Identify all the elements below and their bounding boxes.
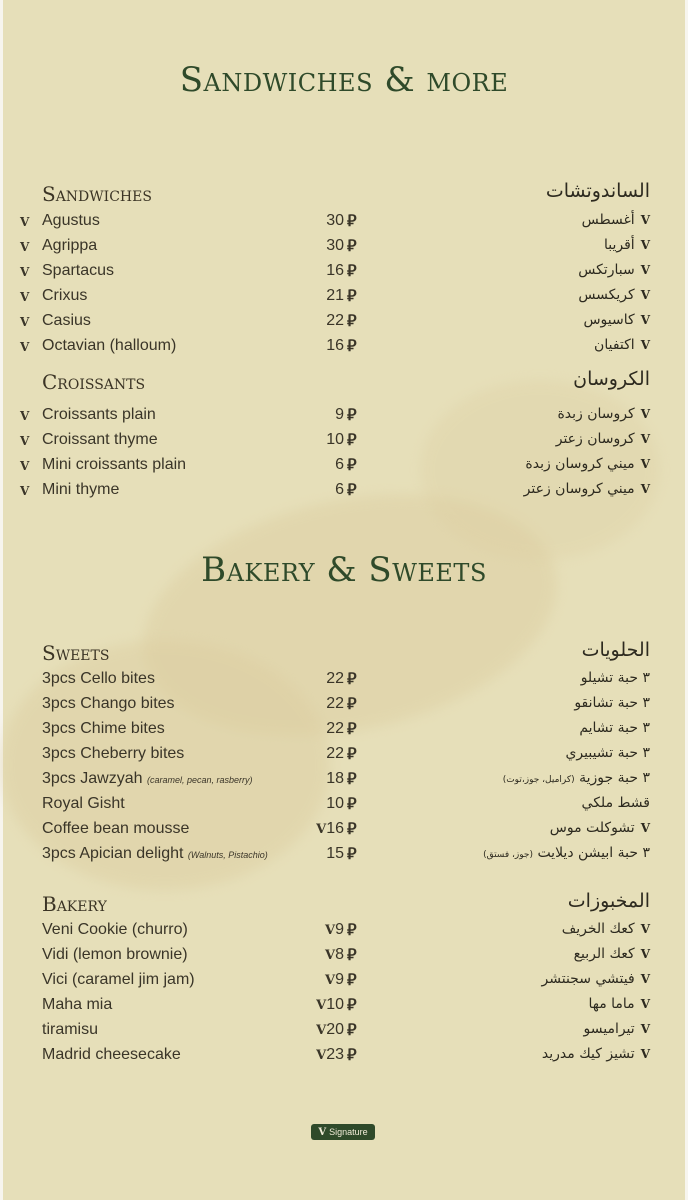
item-name-ar-text: كاسيوس	[583, 312, 635, 328]
category-title-ar-bakery: المخبوزات	[567, 890, 650, 912]
item-price	[300, 431, 344, 449]
signature-mark-icon: V	[640, 213, 650, 227]
item-name-text: tiramisu	[42, 1021, 99, 1038]
item-name-text: 3pcs Apician delight	[42, 845, 184, 862]
item-name	[42, 1046, 181, 1064]
item-name-ar-text: ٣ حبة جوزية	[579, 770, 650, 786]
item-name-text: Maha mia	[42, 996, 113, 1013]
item-price	[300, 695, 344, 713]
item-note: (caramel, pecan, rasberry)	[146, 775, 253, 785]
item-name-ar	[550, 820, 650, 836]
signature-mark-icon: V	[20, 315, 30, 329]
riyal-currency-icon: ⃁	[347, 213, 357, 230]
item-price-value: 22	[326, 720, 344, 737]
item-price	[300, 845, 344, 863]
menu-item	[0, 237, 688, 261]
item-name-text: Croissants plain	[42, 406, 156, 423]
signature-mark-icon: V	[640, 1022, 650, 1036]
item-price-value: 10	[326, 996, 344, 1013]
item-name	[42, 1021, 98, 1039]
menu-item	[0, 287, 688, 311]
item-name-ar-text: ميني كروسان زعتر	[523, 481, 635, 497]
signature-mark-icon: V	[640, 922, 650, 936]
signature-mark-icon: V	[20, 484, 30, 498]
item-name-ar-text: ٣ حبة تشيلو	[580, 670, 650, 686]
item-name-ar	[556, 431, 650, 447]
item-price	[300, 1021, 344, 1039]
item-name-ar-text: سبارتكس	[578, 262, 635, 278]
riyal-currency-icon: ⃁	[347, 796, 357, 813]
item-name-ar-text: أقريبا	[603, 237, 635, 253]
item-name-text: Agustus	[42, 212, 100, 229]
item-price-value: 20	[326, 1021, 344, 1038]
item-price	[300, 670, 344, 688]
item-name-text: Veni Cookie (churro)	[42, 921, 188, 938]
item-price	[300, 237, 344, 255]
signature-mark-icon: V	[640, 432, 650, 446]
menu-item	[0, 845, 688, 869]
riyal-currency-icon: ⃁	[347, 238, 357, 255]
item-name-ar	[565, 745, 650, 761]
riyal-currency-icon: ⃁	[347, 972, 357, 989]
item-name-ar-text: فيتشي سجنتشر	[541, 971, 635, 987]
item-name-ar-text: ٣ حبة تشانقو	[574, 695, 650, 711]
signature-mark-icon: V	[316, 1048, 327, 1063]
category-title-croissants: Croissants	[42, 370, 146, 394]
item-price-value: 9	[335, 971, 344, 988]
riyal-currency-icon: ⃁	[347, 407, 357, 424]
menu-item	[0, 456, 688, 480]
signature-legend	[311, 1124, 375, 1140]
menu-item	[0, 795, 688, 819]
signature-mark-icon: V	[20, 340, 30, 354]
signature-mark-icon: V	[640, 1047, 650, 1061]
item-name	[42, 212, 100, 230]
signature-mark-icon: V	[20, 434, 30, 448]
item-price-value: 30	[326, 212, 344, 229]
item-name	[42, 770, 253, 788]
item-name-text: 3pcs Cello bites	[42, 670, 155, 687]
item-name-ar	[583, 312, 650, 328]
signature-mark-icon: V	[640, 238, 650, 252]
left-border	[0, 0, 3, 1200]
menu-item	[0, 212, 688, 236]
riyal-currency-icon: ⃁	[347, 1022, 357, 1039]
item-name-ar	[578, 287, 650, 303]
item-name	[42, 406, 156, 424]
item-name	[42, 720, 165, 738]
riyal-currency-icon: ⃁	[347, 947, 357, 964]
item-note-ar: (جوز، فستق)	[483, 850, 533, 860]
item-name-ar-text: ٣ حبة ابيشن ديلايت	[537, 845, 650, 861]
item-name-ar-text: أغسطس	[581, 212, 635, 228]
riyal-currency-icon: ⃁	[347, 696, 357, 713]
item-price-value: 22	[326, 695, 344, 712]
menu-item	[0, 921, 688, 945]
riyal-currency-icon: ⃁	[347, 997, 357, 1014]
item-name	[42, 795, 125, 813]
item-price-value: 18	[326, 770, 344, 787]
item-name-ar-text: ماما مها	[588, 996, 635, 1012]
category-title-bakery: Bakery	[42, 892, 107, 916]
riyal-currency-icon: ⃁	[347, 821, 357, 838]
item-note: (Walnuts, Pistachio)	[187, 850, 268, 860]
category-title-ar-croissants: الكروسان	[573, 368, 650, 390]
item-price	[300, 946, 344, 964]
signature-label: Signature	[329, 1127, 368, 1137]
signature-mark-icon: V	[325, 923, 336, 938]
menu-item	[0, 1046, 688, 1070]
item-name-ar	[542, 971, 651, 987]
item-name-ar-text: تشيز كيك مدريد	[541, 1046, 635, 1062]
item-price-value: 9	[335, 406, 344, 423]
signature-mark-icon: V	[640, 313, 650, 327]
item-name	[42, 287, 87, 305]
signature-mark-icon: V	[316, 998, 327, 1013]
item-name-text: Mini croissants plain	[42, 456, 187, 473]
menu-item	[0, 971, 688, 995]
item-price-value: 10	[326, 431, 344, 448]
signature-mark-icon: V	[640, 288, 650, 302]
riyal-currency-icon: ⃁	[347, 1047, 357, 1064]
item-name-ar	[588, 996, 650, 1012]
item-name-ar	[579, 720, 650, 736]
item-price-value: 8	[335, 946, 344, 963]
item-name-ar-text: ٣ حبة تشيبيري	[565, 745, 650, 761]
item-price-value: 16	[326, 337, 344, 354]
item-name-ar	[578, 262, 650, 278]
signature-mark-icon: V	[640, 482, 650, 496]
signature-mark-icon: V	[20, 215, 30, 229]
item-name-text: Crixus	[42, 287, 88, 304]
item-price	[300, 456, 344, 474]
item-name	[42, 745, 184, 763]
menu-item	[0, 262, 688, 286]
item-name	[42, 431, 158, 449]
item-price	[300, 795, 344, 813]
item-name-text: Casius	[42, 312, 91, 329]
signature-mark-icon: V	[325, 973, 336, 988]
item-name-ar	[562, 921, 650, 937]
item-name-ar	[542, 1046, 650, 1062]
item-price	[300, 481, 344, 499]
item-price	[300, 971, 344, 989]
item-name-ar	[604, 237, 650, 253]
signature-mark-icon: V	[640, 263, 650, 277]
riyal-currency-icon: ⃁	[347, 338, 357, 355]
section-title-bakery: Bakery & Sweets	[201, 550, 487, 590]
item-name	[42, 695, 175, 713]
item-price	[300, 337, 344, 355]
menu-item	[0, 337, 688, 361]
item-note-ar: (كراميل، جوز،توت)	[502, 775, 575, 785]
item-name	[42, 481, 119, 499]
item-name	[42, 670, 155, 688]
item-price-value: 22	[326, 312, 344, 329]
item-name-ar-text: اكتفيان	[594, 337, 635, 353]
item-price-value: 30	[326, 237, 344, 254]
item-price	[300, 287, 344, 305]
item-name	[42, 337, 176, 355]
menu-item	[0, 996, 688, 1020]
item-price-value: 9	[335, 921, 344, 938]
item-name	[42, 456, 186, 474]
item-name	[42, 845, 268, 863]
item-price-value: 16	[326, 262, 344, 279]
riyal-currency-icon: ⃁	[347, 288, 357, 305]
item-name-text: 3pcs Cheberry bites	[42, 745, 185, 762]
riyal-currency-icon: ⃁	[347, 846, 357, 863]
menu-item	[0, 481, 688, 505]
riyal-currency-icon: ⃁	[347, 263, 357, 280]
item-name-text: 3pcs Chime bites	[42, 720, 165, 737]
item-name-ar	[503, 770, 650, 786]
menu-item	[0, 720, 688, 744]
item-price-value: 22	[326, 745, 344, 762]
signature-mark-icon: V	[318, 1127, 327, 1138]
menu-item	[0, 406, 688, 430]
item-name-ar	[584, 1021, 651, 1037]
item-name	[42, 262, 114, 280]
item-name	[42, 312, 91, 330]
item-name-ar-text: كروسان زبدة	[557, 406, 635, 422]
menu-item	[0, 312, 688, 336]
signature-mark-icon: V	[20, 459, 30, 473]
riyal-currency-icon: ⃁	[347, 771, 357, 788]
menu-item	[0, 770, 688, 794]
item-name-ar	[582, 212, 650, 228]
signature-mark-icon: V	[640, 338, 650, 352]
item-name-ar	[574, 946, 650, 962]
signature-mark-icon: V	[20, 265, 30, 279]
item-name-ar-text: تشوكلت موس	[549, 820, 635, 836]
item-price	[300, 720, 344, 738]
signature-mark-icon: V	[316, 822, 327, 837]
item-price	[300, 996, 344, 1014]
item-price-value: 16	[326, 820, 344, 837]
item-price	[300, 406, 344, 424]
item-name-ar-text: ميني كروسان زبدة	[525, 456, 635, 472]
item-name-ar	[581, 670, 650, 686]
item-name-ar	[524, 481, 650, 497]
signature-mark-icon: V	[640, 457, 650, 471]
item-price	[300, 770, 344, 788]
menu-item	[0, 695, 688, 719]
item-price	[300, 1046, 344, 1064]
menu-item	[0, 745, 688, 769]
item-name-ar	[557, 406, 650, 422]
item-name-text: Coffee bean mousse	[42, 820, 190, 837]
item-name-text: Spartacus	[42, 262, 115, 279]
item-name-ar-text: قشط ملكي	[581, 795, 650, 811]
signature-mark-icon: V	[20, 409, 30, 423]
item-price-value: 23	[326, 1046, 344, 1063]
item-name-ar-text: تيراميسو	[583, 1021, 635, 1037]
item-name-text: Royal Gisht	[42, 795, 125, 812]
item-name-ar	[525, 456, 650, 472]
category-title-ar-sandwiches: الساندوتشات	[545, 180, 650, 202]
item-name-text: 3pcs Jawzyah	[42, 770, 143, 787]
riyal-currency-icon: ⃁	[347, 746, 357, 763]
item-name	[42, 820, 189, 838]
item-price	[300, 262, 344, 280]
item-name-ar-text: كعك الخريف	[561, 921, 635, 937]
item-name	[42, 921, 188, 939]
signature-mark-icon: V	[640, 997, 650, 1011]
riyal-currency-icon: ⃁	[347, 313, 357, 330]
section-title-sandwiches: Sandwiches & more	[179, 60, 509, 100]
item-price	[300, 921, 344, 939]
item-name-text: Agrippa	[42, 237, 98, 254]
item-name-ar-text: كعك الربيع	[573, 946, 635, 962]
item-name-text: Mini thyme	[42, 481, 120, 498]
item-price-value: 10	[326, 795, 344, 812]
item-price-value: 6	[335, 456, 344, 473]
category-title-sweets: Sweets	[42, 641, 110, 665]
item-price	[300, 745, 344, 763]
signature-mark-icon: V	[640, 947, 650, 961]
riyal-currency-icon: ⃁	[347, 432, 357, 449]
category-title-ar-sweets: الحلويات	[581, 639, 650, 661]
item-name	[42, 971, 195, 989]
item-price	[300, 820, 344, 838]
riyal-currency-icon: ⃁	[347, 671, 357, 688]
item-name-ar-text: كريكسس	[578, 287, 635, 303]
item-price-value: 22	[326, 670, 344, 687]
signature-mark-icon: V	[640, 821, 650, 835]
riyal-currency-icon: ⃁	[347, 721, 357, 738]
menu-item	[0, 946, 688, 970]
signature-mark-icon: V	[640, 972, 650, 986]
signature-mark-icon: V	[325, 948, 336, 963]
item-name-text: Octavian (halloum)	[42, 337, 177, 354]
item-name-ar-text: كروسان زعتر	[555, 431, 635, 447]
riyal-currency-icon: ⃁	[347, 482, 357, 499]
item-name-ar	[483, 845, 650, 861]
signature-mark-icon: V	[20, 290, 30, 304]
item-name-text: 3pcs Chango bites	[42, 695, 175, 712]
signature-mark-icon: V	[20, 240, 30, 254]
item-price-value: 15	[326, 845, 344, 862]
item-name	[42, 946, 188, 964]
item-name-text: Croissant thyme	[42, 431, 158, 448]
item-name-ar	[582, 795, 650, 811]
item-name-ar-text: ٣ حبة تشايم	[579, 720, 650, 736]
category-title-sandwiches: Sandwiches	[42, 182, 152, 206]
item-name-text: Vidi (lemon brownie)	[42, 946, 188, 963]
item-name-text: Vici (caramel jim jam)	[42, 971, 195, 988]
item-price	[300, 312, 344, 330]
item-name-ar	[574, 695, 650, 711]
item-name-ar	[594, 337, 650, 353]
menu-item	[0, 431, 688, 455]
menu-item	[0, 1021, 688, 1045]
signature-mark-icon: V	[316, 1023, 327, 1038]
item-name-text: Madrid cheesecake	[42, 1046, 181, 1063]
item-price-value: 6	[335, 481, 344, 498]
riyal-currency-icon: ⃁	[347, 922, 357, 939]
menu-item	[0, 820, 688, 844]
item-name	[42, 237, 97, 255]
item-name	[42, 996, 112, 1014]
item-price-value: 21	[326, 287, 344, 304]
riyal-currency-icon: ⃁	[347, 457, 357, 474]
menu-item	[0, 670, 688, 694]
item-price	[300, 212, 344, 230]
signature-mark-icon: V	[640, 407, 650, 421]
